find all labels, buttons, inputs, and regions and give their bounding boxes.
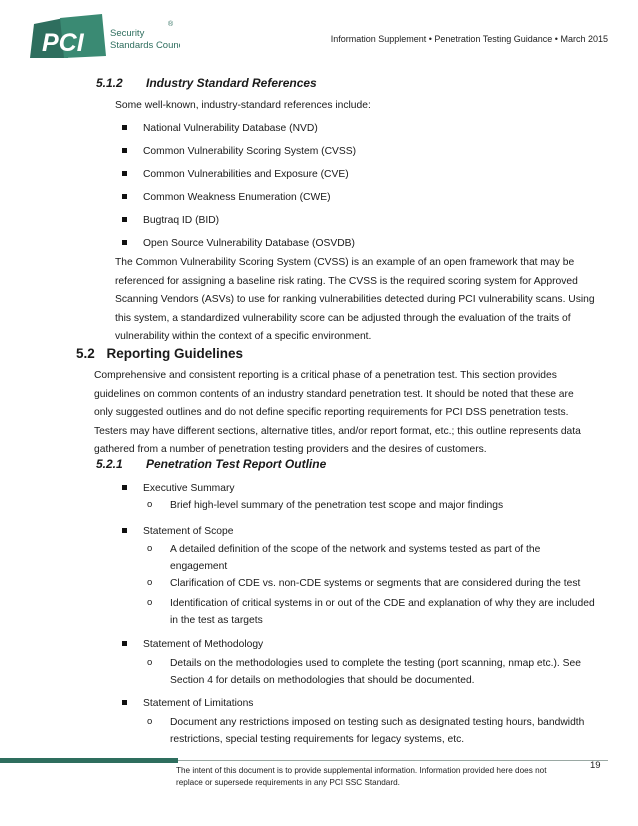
list-item: Common Vulnerability Scoring System (CVSS) [122,145,542,159]
bullet-square-icon [122,528,127,533]
sub-item: o Brief high-level summary of the penetration test scope and major findings [147,498,617,515]
bullet-square-icon [122,641,127,646]
heading-number: 5.2 [76,346,95,361]
running-header: Information Supplement • Penetration Testing Guidance • March 2015 [330,34,608,44]
bullet-square-icon [122,217,127,222]
sub-item: o Identification of critical systems in or out of the CDE and explanation of why they are included in the test as targets [147,597,595,626]
list-item: Open Source Vulnerability Database (OSVDB) [122,237,542,251]
bullet-square-icon [122,125,127,130]
heading-number: 5.1.2 [96,76,123,90]
footer-disclaimer: The intent of this document is to provide supplemental information. Information provided here does not replace or supersede requirements in any PCI SSC Standard. [176,766,547,787]
footer-accent-bar [0,758,178,763]
sub-item: o Details on the methodologies used to complete the testing (port scanning, nmap etc.). See Section 4 for details on methodologies that should be documented. [147,657,581,686]
cvss-paragraph: The Common Vulnerability Scoring System (CVSS) is an example of an open framework that may be referenced for assigning a baseline risk rating. The CVSS is the required scoring system for Approved Scanning Vendors (ASVs) to use for ranking vulnerabilities detected during PCI vulnerability scans. Using this system, a standardized vulnerability score can be adjusted through the evaluation of the traits of vulnerability within the context of a specific environment. [115,257,595,342]
outline-item-executive-summary: Executive Summary [122,482,542,496]
sub-item: o A detailed definition of the scope of the network and systems tested as part of the engagement [147,543,541,572]
heading-title: Penetration Test Report Outline [146,457,327,471]
page-number: 19 [590,760,601,771]
heading-5-2-1 [96,457,496,473]
reporting-paragraph: Comprehensive and consistent reporting is a critical phase of a penetration test. This section provides guidelines on common contents of an industry standard penetration test. It should be noted that these are only suggested outlines and do not define specific reporting requirements for PCI DSS penetration tests. Testers may have different sections, alternative titles, and/or report format, etc.; this outline represents data gathered from a number of penetration testing providers and the desires of customers. [94,370,581,455]
bullet-circle-icon: o [147,597,153,608]
bullet-circle-icon: o [147,499,153,510]
heading-title: Industry Standard References [146,76,317,90]
outline-item-statement-of-limitations: Statement of Limitations [122,697,542,711]
logo-registered-mark: ® [168,21,174,28]
logo-line1: Security [110,28,145,39]
bullet-square-icon [122,700,127,705]
list-item: Common Vulnerabilities and Exposure (CVE) [122,168,542,182]
bullet-circle-icon: o [147,657,153,668]
bullet-circle-icon: o [147,543,153,554]
bullet-square-icon [122,171,127,176]
list-item: Bugtraq ID (BID) [122,214,542,228]
intro-text: Some well-known, industry-standard references include: [115,100,371,111]
pci-ssc-logo [30,12,180,64]
list-item: National Vulnerability Database (NVD) [122,122,542,136]
heading-title: Reporting Guidelines [106,346,244,361]
logo-line2: Standards Council [110,40,180,51]
outline-item-statement-of-scope: Statement of Scope [122,525,542,539]
bullet-circle-icon: o [147,716,153,727]
list-item: Common Weakness Enumeration (CWE) [122,191,542,205]
bullet-square-icon [122,240,127,245]
heading-number: 5.2.1 [96,457,123,471]
bullet-square-icon [122,194,127,199]
heading-5-2 [76,346,376,364]
pci-logo-graphic [30,12,180,64]
outline-item-statement-of-methodology: Statement of Methodology [122,638,542,652]
heading-5-1-2 [96,76,496,92]
sub-item: o Clarification of CDE vs. non-CDE systems or segments that are considered during the test [147,576,617,593]
sub-item: o Document any restrictions imposed on testing such as designated testing hours, bandwidth restrictions, special testing requirements for legacy systems, etc. [147,716,585,745]
bullet-circle-icon: o [147,577,153,588]
bullet-square-icon [122,485,127,490]
footer-divider [178,760,608,761]
bullet-square-icon [122,148,127,153]
logo-mark-text: PCI [42,29,84,57]
